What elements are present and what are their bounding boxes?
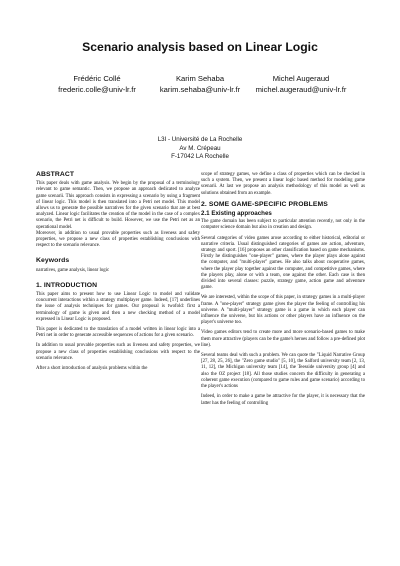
affiliation-line: Av M. Crépeau <box>179 144 221 152</box>
author-name: Frédéric Collé <box>73 74 121 83</box>
keywords-heading: Keywords <box>36 257 70 265</box>
affiliation-line: L3I - Université de La Rochelle <box>157 136 243 143</box>
abstract-body <box>36 181 200 249</box>
section-heading-game-problems: 2. SOME GAME-SPECIFIC PROBLEMS <box>201 200 328 208</box>
body-paragraph: After a short introduction of analysis problems within the <box>36 366 148 372</box>
left-column <box>36 172 200 376</box>
body-paragraph: In addition to usual provable properties such as liveness and safety properties, we propose a new class of properties establishing conclusions with respect to the scenario relevance. <box>36 343 200 361</box>
affiliation <box>0 136 400 162</box>
keywords-text: narratives, game analysis, linear logic <box>36 267 110 273</box>
body-paragraph: The game domain has been subject to particular attention recently, not only in the computer science domain but also in creation and design. <box>201 219 365 231</box>
body-paragraph: Several categories of video games arose according to either historical, editorial or narrative criteria. Usual distinguished categories of games are action, adventure, strategy and sport. [16] proposes an other classification based on game mechanisms. Firstly he distinguishes "one-player" games, where the player plays alone against the computer, and "multi-player" games. He also talks about cooperative games, where the player play together against the computer, and competitive games, where the players play, alone or with a team, one against the other. Each case is then divided into several classes: puzzle, strategy game, action game and adventure game. <box>201 235 365 291</box>
body-paragraph: scope of strategy games, we define a class of properties which can be checked in such a system. Then, we present a linear logic based method for modeling game scenarii. At last we propose an analysis methodology of this model as well as solutions obtained from an example. <box>201 172 365 196</box>
author-block-3 <box>243 74 359 95</box>
abstract-paragraph: This paper deals with game analysis. We begin by the proposal of a terminology relevant to game semantic. Then, we propose an approach dedicated to analyze game scenarii. This approach consists in expressing a scenario by using a fragment of linear logic. This model is then translated into a Petri net model. This model allows us to generate the possible narratives for the given scenario that are at best analyzed. Linear logic facilitates the creation of the model in the case of a complex scenario, the Petri net is difficult to build. However, we use the Petri net as an operational model. <box>36 181 200 230</box>
author-name: Michel Augeraud <box>272 74 330 83</box>
affiliation-line: F-17042 LA Rochelle <box>171 153 229 161</box>
body-paragraph: Indeed, in order to make a game be attractive for the player, it is necessary that the latter has the feeling of controlling <box>201 394 365 406</box>
author-block-2 <box>140 74 260 95</box>
keywords-section <box>36 258 200 273</box>
paper-title: Scenario analysis based on Linear Logic <box>82 40 318 54</box>
subsection-heading-existing-approaches: 2.1 Existing approaches <box>201 210 272 218</box>
right-column <box>201 172 365 411</box>
body-paragraph: Video games editors tend to create more and more scenario-based games to make them more attractive (players can be the game's heroes and follow a pre-defined plot line). <box>201 330 365 348</box>
body-paragraph: We are interested, within the scope of this paper, in strategy games in a multi-player frame. A "one-player" strategy game gives the player the feeling of controlling his universe. A "multi-player" strategy game is a game in which each player can influence the universe, but his actions or other players have an influence on the player's universe too. <box>201 295 365 326</box>
abstract-heading: ABSTRACT <box>36 171 75 178</box>
body-paragraph: This paper aims to present how to use Linear Logic to model and validate concurrent interactions within a strategy multiplayer game. Indeed, [17] underlines the issue of analysis techniques for games. Our proposal is twofold: first a terminology of game is given and then a new checking method of a model expressed in Linear Logic is proposed. <box>36 292 200 322</box>
author-block-1 <box>37 74 157 95</box>
author-email: michel.augeraud@univ-lr.fr <box>255 84 347 94</box>
body-paragraph: Several teams deal with such a problem. We can quote the "Liquid Narrative Group [27, 28, 25, 26], the "Zero game studio" [5, 10], the Salford university team [2, 13, 11, 12], the Michigan university team [14], the Teesside university group [4] and also the OZ project [18]. All those studies concern the difficulty in generating a coherent game execution (compared to game rules and game scenario) according to the player's actions <box>201 353 365 390</box>
body-paragraph: This paper is dedicated to the translation of a model written in linear logic into a Petri net in order to generate accessible sequences of actions for a given scenario. <box>36 327 200 339</box>
author-name: Karim Sehaba <box>175 74 225 83</box>
author-email: karim.sehaba@univ-lr.fr <box>159 84 241 94</box>
author-email: frederic.colle@univ-lr.fr <box>58 84 136 94</box>
abstract-paragraph: Moreover, in addition to usual provable properties such as liveness and safety properties, we propose a new class of properties establishing conclusions with respect to the scenario relevance. <box>36 230 200 249</box>
section-heading-introduction: 1. INTRODUCTION <box>36 281 98 289</box>
